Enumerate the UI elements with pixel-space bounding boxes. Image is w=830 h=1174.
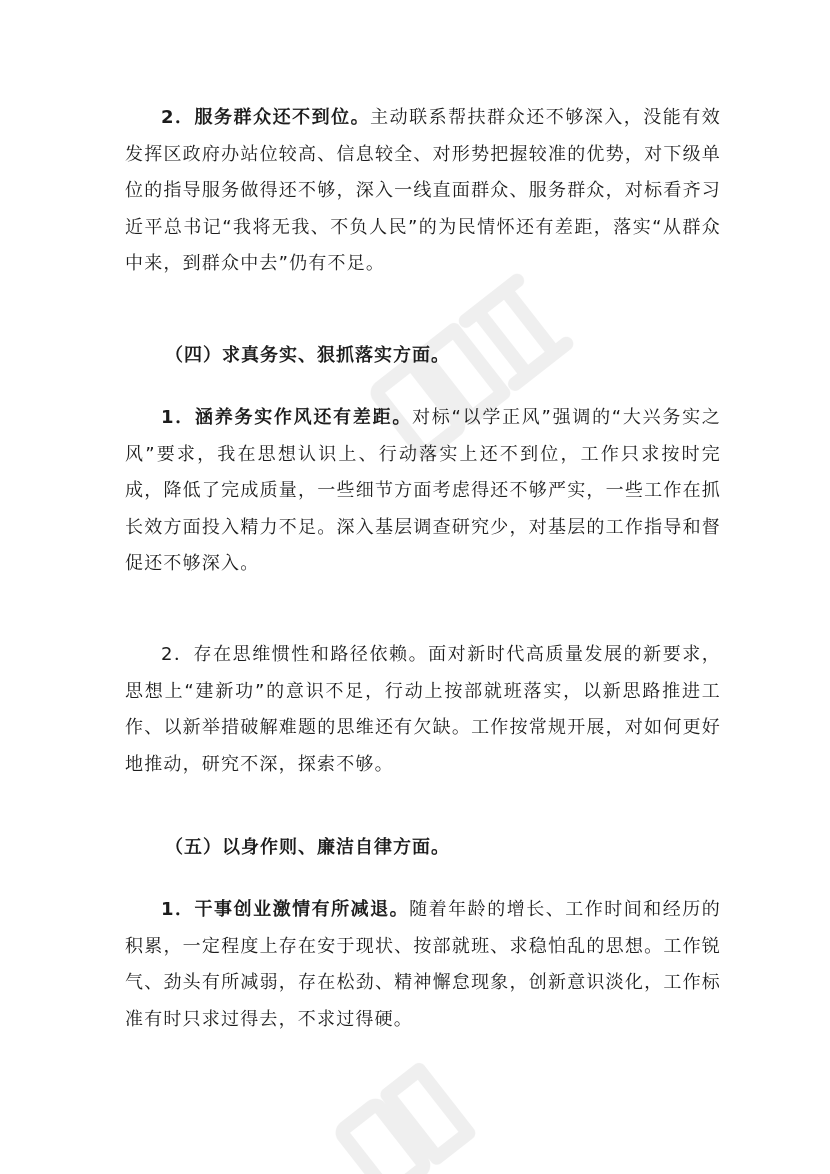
paragraph-enthusiasm: [125, 892, 721, 1038]
paragraph-practical-style: [125, 400, 721, 583]
paragraph-lead: 2．服务群众还不到位。: [161, 107, 371, 128]
paragraph-lead: 1．干事创业激情有所减退。: [161, 899, 410, 920]
paragraph-body: 随着年龄的增长、工作时间和经历的积累，一定程度上存在安于现状、按部就班、求稳怕乱的思想。工作锐气、劲头有所减弱，存在松劲、精神懈怠现象，创新意识淡化，工作标准有时只求过得去，不求过得硬。: [125, 899, 722, 1030]
paragraph-body: 对标“以学正风”强调的“大兴务实之风”要求，我在思想认识上、行动落实上还不到位，工作只求按时完成，降低了完成质量，一些细节方面考虑得还不够严实，一些工作在抓长效方面投入精力不足。深入基层调查研究少，对基层的工作指导和督促还不够深入。: [125, 407, 722, 574]
paragraph-body: 主动联系帮扶群众还不够深入，没能有效发挥区政府办站位较高、信息较全、对形势把握较准的优势，对下级单位的指导服务做得还不够，深入一线直面群众、服务群众，对标看齐习近平总书记“我将无我、不负人民”的为民情怀还有差距，落实“从群众中来，到群众中去”仍有不足。: [125, 107, 721, 274]
paragraph-lead: 1．涵养务实作风还有差距。: [161, 407, 413, 428]
section-heading-four: （四）求真务实、狠抓落实方面。: [165, 345, 450, 366]
paragraph-service-masses: [125, 100, 721, 283]
paragraph-thinking-inertia: [125, 637, 721, 783]
section-heading-five: （五）以身作则、廉洁自律方面。: [165, 837, 450, 858]
paragraph-body: 2．存在思维惯性和路径依赖。面对新时代高质量发展的新要求，思想上“建新功”的意识不足，行动上按部就班落实，以新思路推进工作、以新举措破解难题的思维还有欠缺。工作按常规开展，对如何更好地推动，研究不深，探索不够。: [125, 644, 721, 775]
